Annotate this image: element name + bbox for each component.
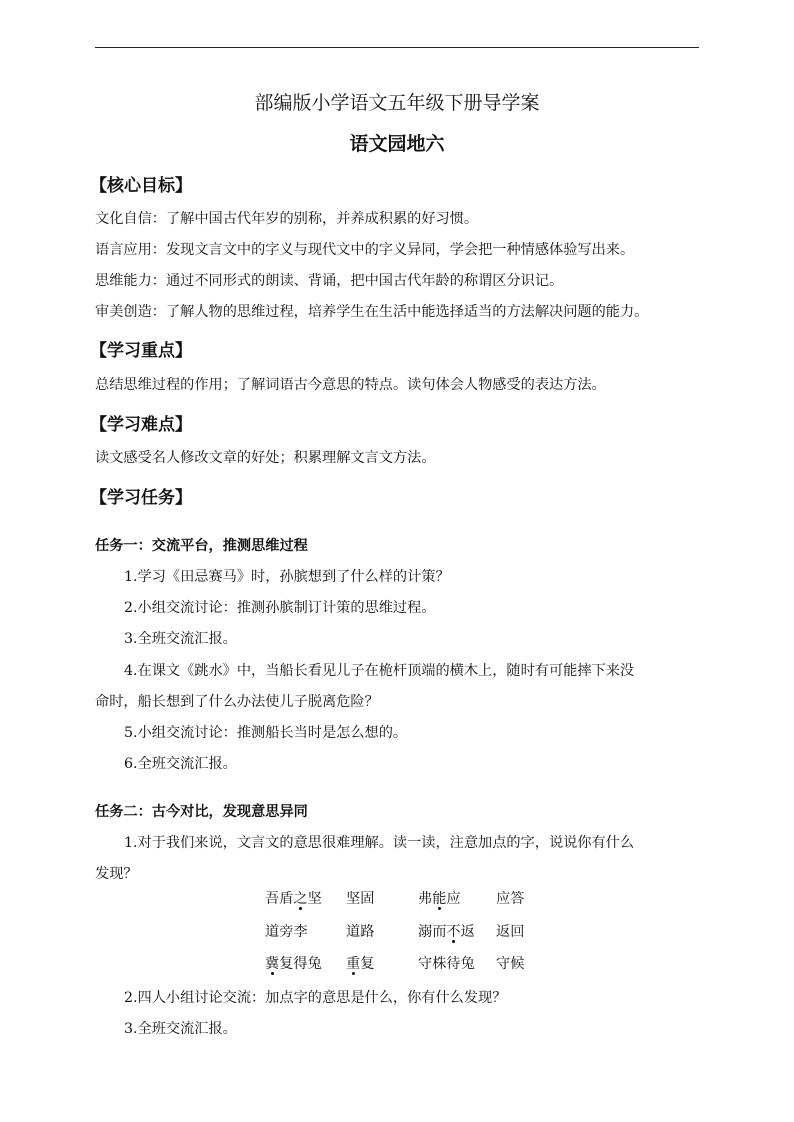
core-goal-line: 语言应用：发现文言文中的字义与现代文中的字义异同，学会把一种情感体验写出来。 bbox=[95, 242, 635, 258]
example-word: 溺而不返 bbox=[418, 921, 475, 941]
task-item: 3.全班交流汇报。 bbox=[124, 631, 237, 647]
difficulty-line: 读文感受名人修改文章的好处；积累理解文言文方法。 bbox=[95, 450, 436, 466]
page-title: 部编版小学语文五年级下册导学案 bbox=[254, 92, 540, 114]
core-goal-line: 思维能力：通过不同形式的朗读、背诵，把中国古代年龄的称谓区分识记。 bbox=[95, 273, 564, 289]
example-word: 道旁李 bbox=[265, 924, 308, 940]
task-item: 1.学习《田忌赛马》时，孙膑想到了什么样的计策？ bbox=[124, 569, 450, 585]
example-word: 守候 bbox=[496, 956, 525, 972]
example-word: 弗能应 bbox=[418, 888, 461, 908]
task-item: 5.小组交流讨论：推测船长当时是怎么想的。 bbox=[124, 725, 408, 741]
task-title: 任务二：古今对比，发现意思异同 bbox=[95, 804, 308, 820]
task-item: 2.小组交流讨论：推测孙膑制订计策的思维过程。 bbox=[124, 600, 436, 616]
task-item: 2.四人小组讨论交流：加点字的意思是什么，你有什么发现？ bbox=[124, 990, 507, 1006]
example-word: 冀复得兔 bbox=[265, 953, 322, 973]
core-goal-line: 审美创造：了解人物的思维过程，培养学生在生活中能选择适当的方法解决问题的能力。 bbox=[95, 304, 649, 320]
example-word: 重复 bbox=[346, 953, 374, 973]
task-item-continued: 命时，船长想到了什么办法使儿子脱离危险？ bbox=[95, 694, 379, 710]
example-word: 道路 bbox=[346, 924, 375, 940]
page-subtitle: 语文园地六 bbox=[349, 133, 445, 155]
section-heading-tasks: 【学习任务】 bbox=[90, 488, 192, 508]
example-word: 吾盾之坚 bbox=[265, 888, 322, 908]
section-heading-difficulties: 【学习难点】 bbox=[90, 415, 192, 435]
example-word: 守株待兔 bbox=[418, 956, 475, 972]
core-goal-line: 文化自信：了解中国古代年岁的别称，并养成积累的好习惯。 bbox=[95, 211, 479, 227]
task-item: 6.全班交流汇报。 bbox=[124, 756, 237, 772]
task-title: 任务一：交流平台，推测思维过程 bbox=[95, 538, 308, 554]
task-item: 3.全班交流汇报。 bbox=[124, 1021, 237, 1037]
key-point-line: 总结思维过程的作用；了解词语古今意思的特点。读句体会人物感受的表达方法。 bbox=[95, 377, 606, 393]
example-word: 应答 bbox=[496, 891, 525, 907]
header-rule bbox=[95, 47, 699, 48]
task-item: 1.对于我们来说，文言文的意思很难理解。读一读，注意加点的字，说说你有什么 bbox=[124, 835, 635, 851]
example-word: 坚固 bbox=[346, 891, 375, 907]
section-heading-core-goals: 【核心目标】 bbox=[90, 176, 192, 196]
task-item-continued: 发现？ bbox=[95, 866, 138, 882]
section-heading-key-points: 【学习重点】 bbox=[90, 341, 192, 361]
example-word: 返回 bbox=[496, 924, 525, 940]
task-item: 4.在课文《跳水》中，当船长看见儿子在桅杆顶端的横木上，随时有可能摔下来没 bbox=[124, 663, 635, 679]
